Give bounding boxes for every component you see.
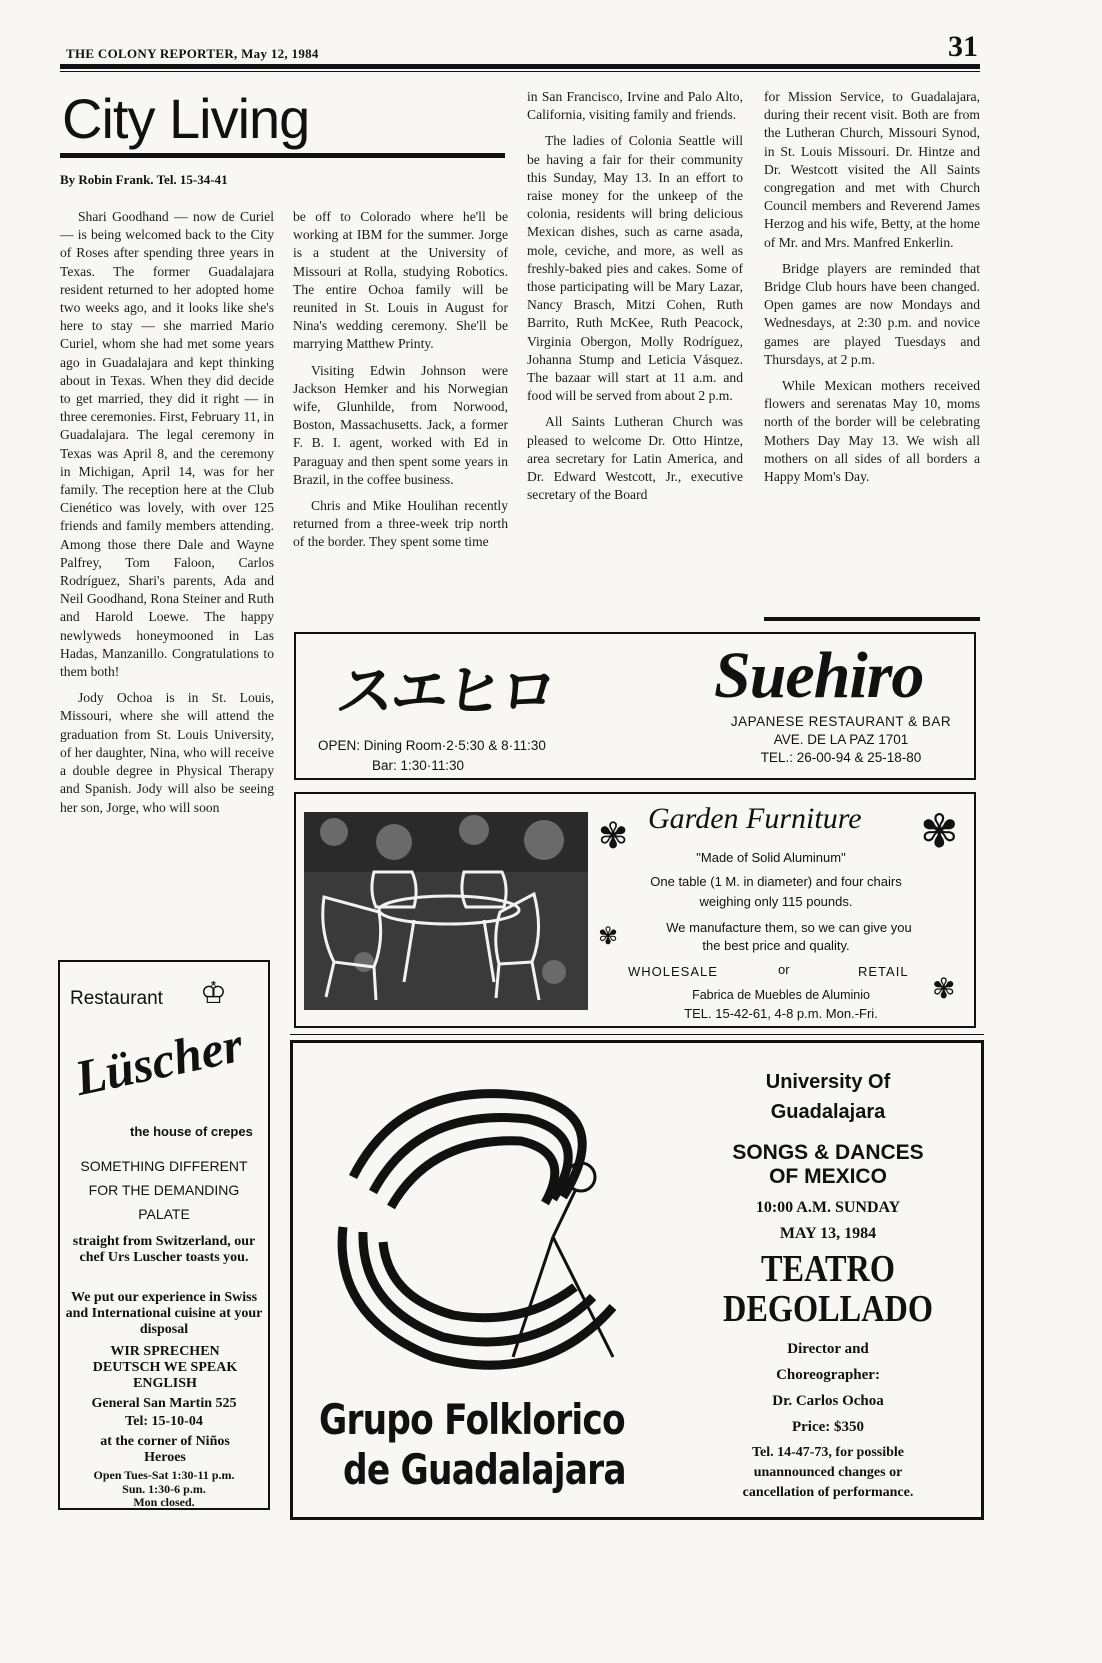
paragraph: While Mexican mothers received flowers and serenatas May 10, moms north of the border will be celebrating Mothers Day May 13. We wish all mothers on all sides of all borders a Happy Mom's Day. (764, 378, 980, 485)
paragraph: The ladies of Colonia Seattle will be having a fair for their community this Sunday, May 13. In an effort to raise money for the unkeep of the colonia, residents will bring delicious Mexican dishes, such as carne asada, mole, ceviche, and more, as well as freshly-baked pies and cakes. Some of those participating will be Mary Lazar, Nancy Brasch, Mitzi Cohen, Ruth Barrito, Ruth McKee, Ruth Peacock, Virginia Obergon, Molly Rodríguez, Johanna Stump and Leticia Vásquez. The bazaar will start at 11 a.m. and food will be served from about 2 p.m. (527, 133, 743, 404)
ad-luscher (58, 960, 270, 1510)
header-rule-thin (60, 71, 980, 72)
show-date: MAY 13, 1984 (779, 1225, 877, 1242)
ad-garden-furniture (294, 792, 976, 1028)
university-2: Guadalajara (770, 1101, 886, 1123)
paragraph: Visiting Edwin Johnson were Jackson Hemker and his Norwegian wife, Glunhilde, from Norwood, Boston, Massachusetts. Jack, a former F. B. I. agent, worked with Ed in Paraguay and then spent some years in Brazil, in the coffee business. (293, 362, 508, 487)
luscher-slogan-3: PALATE (138, 1206, 190, 1222)
masthead: THE COLONY REPORTER, May 12, 1984 (66, 46, 319, 61)
university-1: University Of (765, 1071, 891, 1093)
garden-company: Fabrica de Muebles de Aluminio (692, 988, 870, 1002)
garden-tel: TEL. 15-42-61, 4-8 p.m. Mon.-Fri. (684, 1006, 878, 1021)
dancer-illustration (313, 1057, 683, 1397)
luscher-subtitle: the house of crepes (130, 1124, 253, 1139)
show-title-1: SONGS & DANCES (732, 1141, 924, 1164)
flower-icon: ✾ (920, 804, 959, 858)
luscher-name: Lüscher (70, 1015, 248, 1107)
section-title: City Living (62, 87, 310, 150)
luscher-slogan-1: SOMETHING DIFFERENT (80, 1158, 248, 1174)
garden-retail: RETAIL (858, 964, 909, 979)
paragraph: Bridge players are reminded that Bridge Club hours have been changed. Open games are now Mondays and Wednesdays, at 2:30 p.m. and novice games are played Tuesdays and Thursdays, at 2 p.m. (764, 260, 980, 367)
luscher-body-3: WIR SPRECHEN DEUTSCH WE SPEAK ENGLISH (92, 1344, 238, 1391)
header-rule (60, 64, 980, 69)
show-title-2: OF MEXICO (769, 1165, 887, 1188)
venue-1: TEATRO (760, 1248, 896, 1290)
luscher-slogan-2: FOR THE DEMANDING (88, 1182, 240, 1198)
paragraph: be off to Colorado where he'll be working at IBM for the summer. Jorge is a student at the University of Missouri at Rolla, studying Robotics. The entire Ochoa family will be reunited in St. Louis in August for Nina's wedding ceremony. She'll be marrying Matthew Printy. (293, 209, 508, 352)
group-name-2: de Guadalajara (343, 1445, 626, 1494)
paragraph: Jody Ochoa is in St. Louis, Missouri, where she will attend the graduation from St. Louis University, of her daughter, Nina, who will receive a double degree in Physical Therapy and Spanish. Jody will also be seeing her son, Jorge, who will soon (60, 690, 274, 815)
garden-line-2: weighing only 115 pounds. (699, 894, 853, 909)
tel-line-1: Tel. 14-47-73, for possible (751, 1445, 905, 1460)
garden-quote: "Made of Solid Aluminum" (696, 850, 846, 865)
suehiro-logo-japanese: スエヒロ (332, 657, 559, 725)
furniture-photo (304, 812, 588, 1010)
garden-line-1: One table (1 M. in diameter) and four chairs (650, 874, 902, 889)
suehiro-hours-1: OPEN: Dining Room·2·5:30 & 8·11:30 (318, 738, 546, 753)
luscher-hours-2: Sun. 1:30-6 p.m. (122, 1482, 206, 1496)
ticket-price: Price: $350 (791, 1419, 865, 1435)
luscher-hours-3: Mon closed. (133, 1495, 195, 1509)
luscher-body-2: We put our experience in Swiss and International cuisine at your disposal (65, 1290, 263, 1337)
ad-divider-rule (290, 1034, 984, 1035)
article-column-2 (293, 208, 508, 624)
suehiro-address: AVE. DE LA PAZ 1701 (773, 732, 909, 747)
luscher-tel: Tel: 15-10-04 (125, 1414, 203, 1429)
director-1: Director and (787, 1341, 869, 1357)
luscher-address: General San Martin 525 (91, 1396, 237, 1411)
luscher-restaurant: Restaurant (70, 988, 163, 1009)
suehiro-tagline: JAPANESE RESTAURANT & BAR (730, 714, 952, 729)
venue-2: DEGOLLADO (722, 1288, 933, 1330)
paragraph: Shari Goodhand — now de Curiel — is being welcomed back to the City of Roses after spending three years in Texas. The former Guadalajara resident returned to her adopted home two weeks ago, and it looks like she's here to stay — she married Mario Curiel, whom she had met some years ago in Guadalajara and kept thinking about in Texas. When they did decide to get married, they did it right — in three ceremonies. First, February 11, in Guadalajara. The legal ceremony in Texas was April 8, and the ceremony in Michigan, April 14, was for her family. The reception here at the Club Cienético was lovely, with over 125 friends and family members attending. Among those there Dale and Wayne Palfrey, Tom Faloon, Carlos Rodríguez, Shari's parents, Ada and Neil Goodhand, Rona Steiner and Ruth and Harold Loewe. The happy newlyweds honeymooned in Las Hadas, Manzanillo. Congratulations to them both! (60, 209, 274, 680)
ad-grupo-folklorico (290, 1040, 984, 1520)
page-number: 31 (948, 30, 978, 63)
article-column-4 (764, 88, 980, 612)
garden-line-3: We manufacture them, so we can give you (666, 920, 912, 935)
paragraph: for Mission Service, to Guadalajara, during their recent visit. Both are from the Lutheran Church, Missouri Synod, in St. Louis Missouri. Dr. Hintze and Dr. Westcott visited the All Saints congregation and met with Church Council members and Reverend James Herzog and his wife, Betty, at the home of Mr. and Mrs. Manfred Enkerlin. (764, 89, 980, 250)
article-column-3 (527, 88, 743, 624)
garden-line-4: the best price and quality. (702, 938, 850, 953)
luscher-body-1: straight from Switzerland, our chef Urs Luscher toasts you. (72, 1234, 256, 1265)
paragraph: Chris and Mike Houlihan recently returned from a three-week trip north of the border. They spent some time (293, 498, 508, 550)
suehiro-tel: TEL.: 26-00-94 & 25-18-80 (760, 750, 922, 765)
flower-icon: ✾ (598, 816, 629, 857)
garden-title: Garden Furniture (648, 802, 862, 835)
director-3: Dr. Carlos Ochoa (772, 1393, 884, 1409)
title-rule (60, 153, 505, 158)
ad-suehiro (294, 632, 976, 780)
paragraph: in San Francisco, Irvine and Palo Alto, California, visiting family and friends. (527, 89, 743, 123)
tel-line-2: unannounced changes or (753, 1465, 903, 1480)
flower-icon: ✾ (932, 972, 956, 1005)
tel-line-3: cancellation of performance. (742, 1485, 914, 1500)
suehiro-brand: Suehiro (714, 639, 924, 712)
chef-hat-icon: ♔ (200, 976, 227, 1011)
director-2: Choreographer: (776, 1367, 880, 1383)
luscher-hours-1: Open Tues-Sat 1:30-11 p.m. (93, 1468, 235, 1482)
garden-wholesale: WHOLESALE (628, 964, 718, 979)
group-name-1: Grupo Folklorico (319, 1395, 625, 1444)
byline: By Robin Frank. Tel. 15-34-41 (60, 172, 228, 187)
luscher-corner: at the corner of Niños Heroes (100, 1434, 230, 1465)
suehiro-hours-2: Bar: 1:30·11:30 (372, 758, 465, 773)
show-time: 10:00 A.M. SUNDAY (755, 1199, 901, 1216)
paragraph: All Saints Lutheran Church was pleased to welcome Dr. Otto Hintze, area secretary for Latin America, and Dr. Edward Westcott, Jr., executive secretary of the Board (527, 414, 743, 503)
column-end-rule (764, 617, 980, 621)
garden-or: or (778, 962, 790, 977)
flower-icon: ✾ (598, 922, 619, 950)
article-column-1 (60, 208, 274, 952)
